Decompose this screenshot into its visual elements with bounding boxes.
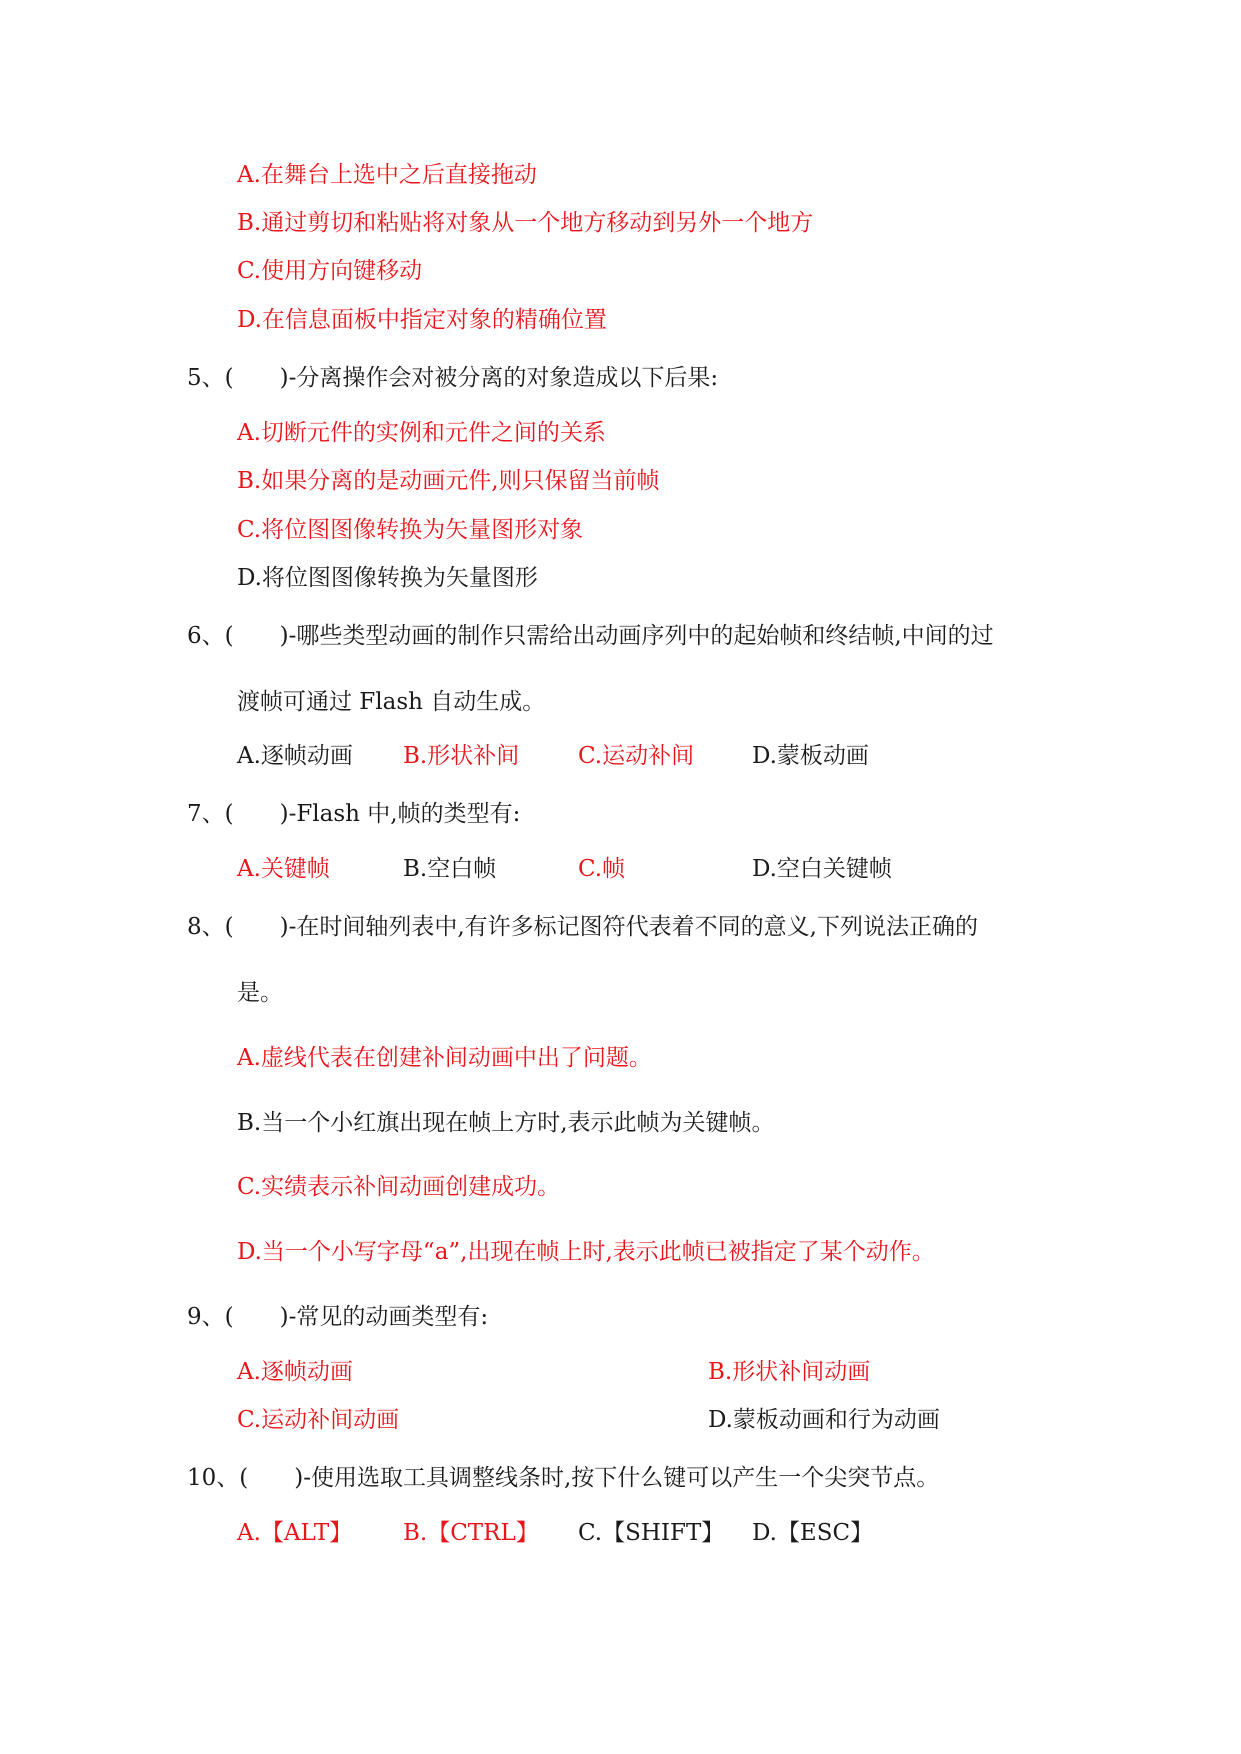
- q8-option-a: A.虚线代表在创建补间动画中出了问题。: [237, 1045, 652, 1071]
- q6-option-a: A.逐帧动画: [237, 743, 353, 769]
- q8-option-d: D.当一个小写字母“a”,出现在帧上时,表示此帧已被指定了某个动作。: [237, 1239, 935, 1265]
- q7-option-c: C.帧: [578, 856, 626, 882]
- q9-option-a: A.逐帧动画: [237, 1359, 353, 1385]
- q9-option-b: B.形状补间动画: [708, 1359, 871, 1385]
- q10-option-a: A.【ALT】: [237, 1520, 353, 1546]
- q5-option-a: A.切断元件的实例和元件之间的关系: [237, 420, 606, 446]
- q4-option-b: B.通过剪切和粘贴将对象从一个地方移动到另外一个地方: [237, 210, 814, 236]
- q5-option-d: D.将位图图像转换为矢量图形: [237, 565, 538, 591]
- q7-option-b: B.空白帧: [403, 856, 497, 882]
- q6-option-c: C.运动补间: [578, 743, 695, 769]
- q8-option-c: C.实绩表示补间动画创建成功。: [237, 1174, 561, 1200]
- q10-option-c: C.【SHIFT】: [578, 1520, 725, 1546]
- q7-stem: 7、( )-Flash 中,帧的类型有:: [187, 801, 521, 827]
- q7-option-d: D.空白关键帧: [752, 856, 892, 882]
- q7-option-a: A.关键帧: [237, 856, 330, 882]
- q6-option-b: B.形状补间: [403, 743, 520, 769]
- q6-stem-line2: 渡帧可通过 Flash 自动生成。: [237, 689, 546, 715]
- q10-option-d: D.【ESC】: [752, 1520, 874, 1546]
- q8-stem-line2: 是。: [237, 980, 283, 1006]
- q6-option-d: D.蒙板动画: [752, 743, 869, 769]
- q9-option-d: D.蒙板动画和行为动画: [708, 1407, 940, 1433]
- q8-option-b: B.当一个小红旗出现在帧上方时,表示此帧为关键帧。: [237, 1110, 775, 1136]
- q4-option-c: C.使用方向键移动: [237, 258, 423, 284]
- q4-option-d: D.在信息面板中指定对象的精确位置: [237, 307, 607, 333]
- q10-option-b: B.【CTRL】: [403, 1520, 539, 1546]
- q5-option-c: C.将位图图像转换为矢量图形对象: [237, 517, 584, 543]
- q9-option-c: C.运动补间动画: [237, 1407, 400, 1433]
- q4-option-a: A.在舞台上选中之后直接拖动: [237, 162, 537, 188]
- q6-stem-line1: 6、( )-哪些类型动画的制作只需给出动画序列中的起始帧和终结帧,中间的过: [187, 623, 994, 649]
- q5-option-b: B.如果分离的是动画元件,则只保留当前帧: [237, 468, 660, 494]
- q9-stem: 9、( )-常见的动画类型有:: [187, 1304, 489, 1330]
- q10-stem: 10、( )-使用选取工具调整线条时,按下什么键可以产生一个尖突节点。: [187, 1465, 940, 1491]
- q5-stem: 5、( )-分离操作会对被分离的对象造成以下后果:: [187, 365, 719, 391]
- q8-stem-line1: 8、( )-在时间轴列表中,有许多标记图符代表着不同的意义,下列说法正确的: [187, 914, 978, 940]
